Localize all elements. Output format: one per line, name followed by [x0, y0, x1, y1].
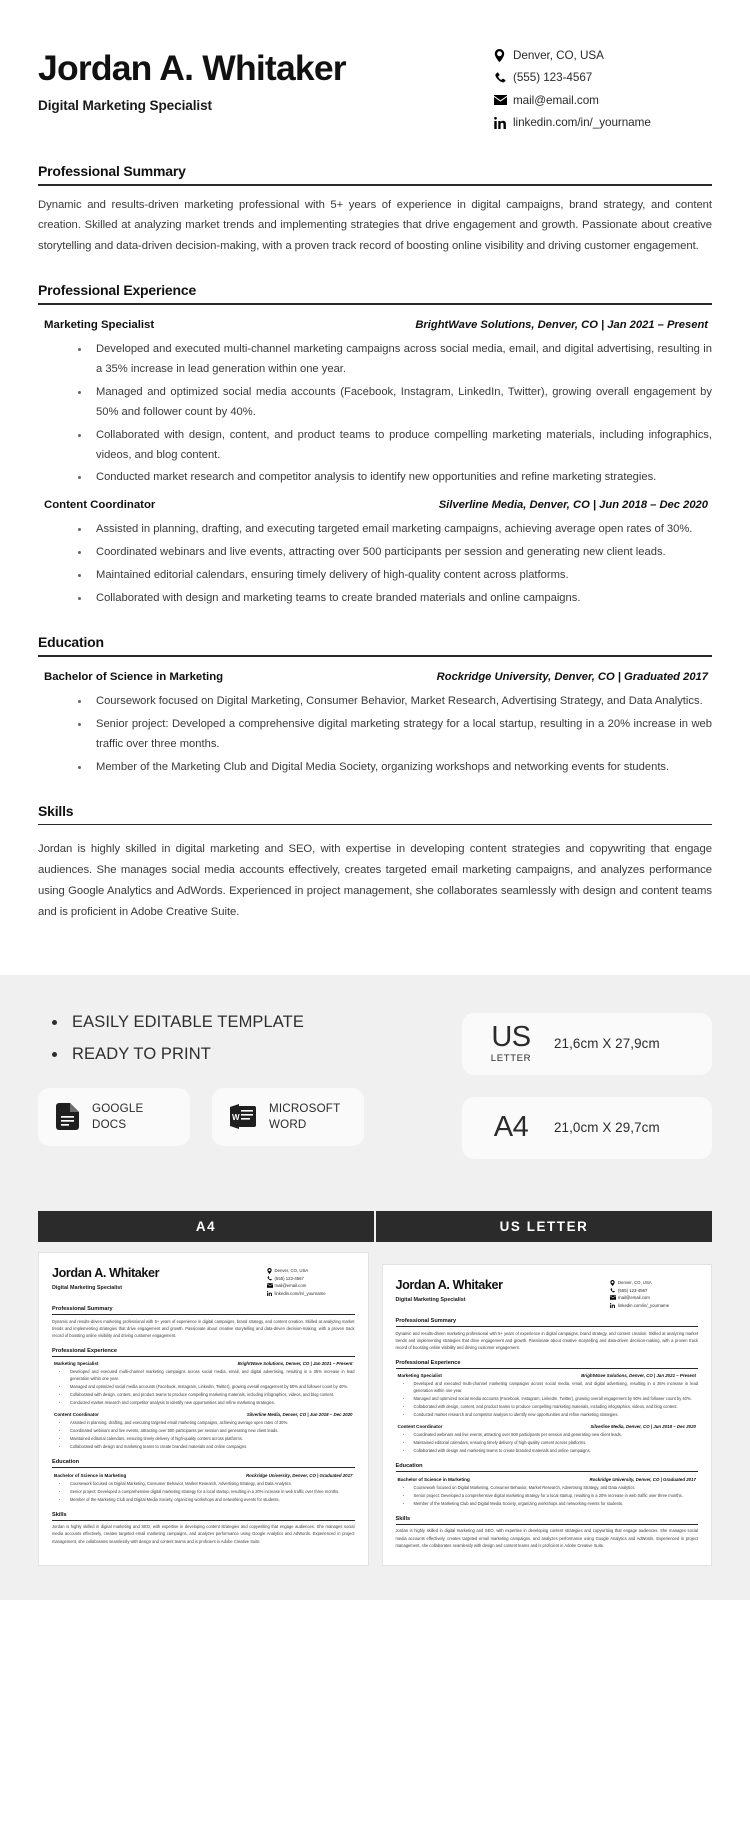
preview-job-title: Content Coordinator [54, 1412, 99, 1418]
size-card-a4[interactable] [462, 1097, 712, 1159]
preview-job-title: Marketing Specialist [54, 1361, 99, 1367]
preview-bullet: • Conducted market research and competitor analysis to identify new opportunities and refine marketing strategies. [412, 1412, 699, 1419]
envelope-icon [267, 1283, 275, 1288]
preview-bullet: • Coordinated webinars and live events, attracting over 500 participants per session and generating new client leads. [68, 1428, 355, 1435]
preview-bullet: • Coordinated webinars and live events, attracting over 500 participants per session and generating new client leads. [412, 1432, 699, 1439]
preview-section-title: Skills [52, 1511, 67, 1518]
preview-job-meta: BrightWave Solutions, Denver, CO | Jan 2021 – Present [237, 1361, 353, 1367]
bullet-dot-icon [52, 1020, 57, 1025]
promo-features [38, 1013, 390, 1146]
size-mark-sub: LETTER [490, 1052, 532, 1064]
preview-bullet: • Member of the Marketing Club and Digital Media Society, organizing workshops and networking events for students. [68, 1497, 355, 1504]
feature-item [38, 1013, 390, 1032]
contact-list [494, 40, 712, 138]
summary-text: Dynamic and results-driven marketing professional with 5+ years of experience in digital campaigns, brand strategy, and content creation. Skilled at analyzing market trends and implementing strategies that drive engagement and growth. Passionate about creative storytelling and data-driven decision-making, with a proven track record of boosting online visibility and driving customer engagement. [38, 198, 712, 253]
preview-job-title: Marketing Specialist [397, 1373, 442, 1379]
contact-item-email [494, 93, 712, 107]
format-card-label [269, 1101, 340, 1132]
preview-bullet: • Member of the Marketing Club and Digital Media Society, organizing workshops and networking events for students. [412, 1501, 699, 1508]
job-bullet: • Developed and executed multi-channel marketing campaigns across social media, email, and digital advertising, resulting in a 35% increase in lead generation within one year. [90, 340, 712, 380]
preview-contact-text: mail@email.com [618, 1295, 650, 1301]
microsoft-word-icon [230, 1104, 256, 1129]
svg-text:W: W [232, 1113, 240, 1123]
preview-section-title: Professional Experience [395, 1359, 461, 1366]
preview-candidate-name: Jordan A. Whitaker [395, 1277, 503, 1292]
section-skills [38, 803, 712, 923]
format-card-microsoft-word[interactable] [212, 1088, 364, 1146]
contact-item-location [494, 48, 712, 62]
preview-contact-text: (555) 123-4567 [274, 1276, 304, 1282]
education-bullet-list [38, 692, 712, 778]
preview-divider [396, 1368, 699, 1369]
preview-bullet: • Collaborated with design, content, and product teams to produce compelling marketing materials, including infographics, videos, and blog content. [68, 1392, 355, 1399]
preview-bullet: • Coursework focused on Digital Marketing, Consumer Behavior, Market Research, Advertising Strategy, and Data Analytics. [68, 1481, 355, 1488]
preview-tab-bar [38, 1211, 712, 1242]
preview-bullet: • Developed and executed multi-channel marketing campaigns across social media, email, and digital advertising, resulting in a 35% increase in lead generation within one year. [68, 1369, 355, 1383]
preview-bullet: • Conducted market research and competitor analysis to identify new opportunities and refine marketing strategies. [68, 1400, 355, 1407]
resume-header [38, 40, 712, 138]
google-docs-icon [56, 1103, 79, 1130]
job-bullet: • Conducted market research and competitor analysis to identify new opportunities and refine marketing strategies. [90, 468, 712, 488]
phone-icon [267, 1276, 275, 1281]
size-dimensions: 21,6cm X 27,9cm [554, 1036, 660, 1052]
promo-sizes [462, 1013, 712, 1181]
phone-icon [494, 71, 513, 85]
preview-contact-text: (555) 123-4567 [618, 1288, 648, 1294]
preview-contact-text: linkedin.com/in/_yourname [618, 1302, 670, 1308]
promo-band [0, 975, 750, 1207]
envelope-icon [494, 93, 513, 107]
education-bullet: • Member of the Marketing Club and Digital Media Society, organizing workshops and networking events for students. [90, 758, 712, 778]
linkedin-icon [494, 116, 513, 130]
preview-bullet: • Senior project: Developed a comprehensive digital marketing strategy for a local startup, resulting in a 20% increase in web traffic over three months. [412, 1493, 699, 1500]
location-pin-icon [610, 1280, 618, 1286]
job-bullet: • Maintained editorial calendars, ensuring timely delivery of high-quality content across platforms. [90, 566, 712, 586]
preview-bullet: • Managed and optimized social media accounts (Facebook, Instagram, LinkedIn, Twitter), growing overall engagement by 50% and follower count by 40%. [412, 1396, 699, 1403]
format-card-list [38, 1088, 390, 1146]
school-dates: Rockridge University, Denver, CO | Graduated 2017 [436, 670, 708, 683]
preview-bullet-list [396, 1381, 699, 1419]
preview-section-title: Professional Summary [395, 1318, 457, 1325]
education-bullet: • Coursework focused on Digital Marketing, Consumer Behavior, Market Research, Advertising Strategy, and Data Analytics. [90, 692, 712, 712]
preview-school-meta: Rockridge University, Denver, CO | Graduated 2017 [246, 1472, 353, 1478]
format-card-label [92, 1101, 143, 1132]
section-education [38, 634, 712, 777]
experience-entry [38, 499, 712, 609]
preview-section-title: Professional Summary [52, 1306, 113, 1313]
preview-candidate-role: Digital Marketing Specialist [52, 1284, 123, 1291]
skills-text: Jordan is highly skilled in digital marketing and SEO, with expertise in developing content strategies and copywriting that engage audiences. She manages social media accounts effectively, creates targeted email marketing campaigns, and analyzes performance using Google Analytics and AdWords. Experienced in project management, she collaborates seamlessly with design and content teams and is proficient in Adobe Creative Suite. [38, 843, 712, 918]
preview-bullet: • Managed and optimized social media accounts (Facebook, Instagram, LinkedIn, Twitter), growing overall engagement by 50% and follower count by 40%. [68, 1384, 355, 1391]
preview-job-meta: Silverline Media, Denver, CO | Jun 2018 – Dec 2020 [246, 1412, 353, 1418]
preview-contact-list [267, 1267, 355, 1299]
preview-section-title: Education [52, 1458, 80, 1465]
preview-bullet: • Coursework focused on Digital Marketing, Consumer Behavior, Market Research, Advertising Strategy, and Data Analytics. [412, 1485, 699, 1492]
contact-item-linkedin [494, 116, 712, 130]
experience-entry [38, 319, 712, 489]
preview-bullet: • Developed and executed multi-channel marketing campaigns across social media, email, and digital advertising, resulting in a 35% increase in lead generation within one year. [412, 1381, 699, 1395]
job-title: Content Coordinator [44, 499, 156, 512]
candidate-role: Digital Marketing Specialist [38, 98, 212, 114]
size-dimensions: 21,0cm X 29,7cm [554, 1120, 660, 1136]
feature-label: READY TO PRINT [72, 1044, 211, 1063]
job-bullet-list [38, 340, 712, 489]
preview-candidate-role: Digital Marketing Specialist [395, 1296, 466, 1303]
feature-item [38, 1045, 390, 1064]
linkedin-icon [267, 1291, 275, 1296]
degree-title: Bachelor of Science in Marketing [44, 670, 224, 683]
linkedin-icon [610, 1303, 618, 1308]
feature-label: EASILY EDITABLE TEMPLATE [72, 1012, 304, 1031]
job-bullet: • Collaborated with design, content, and product teams to produce compelling marketing materials, including infographics, videos, and blog content. [90, 426, 712, 466]
bullet-dot-icon [52, 1052, 57, 1057]
contact-location-text: Denver, CO, USA [513, 48, 604, 62]
size-mark-a4 [480, 1111, 542, 1144]
preview-bullet-list [52, 1481, 355, 1504]
tab-us-letter[interactable]: US LETTER [374, 1211, 712, 1242]
contact-linkedin-text: linkedin.com/in/_yourname [513, 116, 651, 129]
preview-section-title: Skills [395, 1515, 411, 1522]
preview-pages [38, 1252, 712, 1566]
preview-job-meta: BrightWave Solutions, Denver, CO | Jan 2021 – Present [581, 1373, 696, 1379]
preview-contact-text: Denver, CO, USA [618, 1280, 652, 1286]
education-bullet: • Senior project: Developed a comprehensive digital marketing strategy for a local startup, resulting in a 20% increase in web traffic over three months. [90, 715, 712, 755]
preview-bullet-list [52, 1369, 355, 1407]
contact-phone-text: (555) 123-4567 [513, 71, 593, 84]
job-bullet-list [38, 520, 712, 609]
preview-page-a4[interactable] [38, 1252, 369, 1566]
format-label-line2: WORD [269, 1117, 307, 1131]
feature-list [38, 1013, 390, 1064]
preview-school-meta: Rockridge University, Denver, CO | Graduated 2017 [589, 1476, 696, 1482]
preview-bullet: • Maintained editorial calendars, ensuring timely delivery of high-quality content across platforms. [412, 1440, 699, 1447]
contact-item-phone [494, 71, 712, 85]
preview-contact-text: linkedin.com/in/_yourname [274, 1290, 326, 1296]
preview-bullet: • Senior project: Developed a comprehensive digital marketing strategy for a local startup, resulting in a 20% increase in web traffic over three months. [68, 1489, 355, 1496]
preview-skills-text: Jordan is highly skilled in digital marketing and SEO, with expertise in developing content strategies and copywriting that engage audiences. She manages social media accounts effectively, creates targeted email marketing campaigns, and analyzes performance using Google Analytics and AdWords. Experienced in project management, she collaborates seamlessly with design and content teams and is proficient in Adobe Creative Suite. [52, 1524, 355, 1544]
preview-job-meta: Silverline Media, Denver, CO | Jun 2018 – Dec 2020 [590, 1424, 696, 1430]
section-title-education: Education [38, 634, 104, 651]
preview-section [0, 1207, 750, 1600]
preview-contact-text: mail@email.com [274, 1283, 307, 1289]
preview-skills-text: Jordan is highly skilled in digital marketing and SEO, with expertise in developing content strategies and copywriting that engage audiences. She manages social media accounts effectively, creates targeted email marketing campaigns, and analyzes performance using Google Analytics and AdWords. Experienced in project management, she collaborates seamlessly with design and content teams and is proficient in Adobe Creative Suite. [395, 1528, 698, 1548]
section-title-summary: Professional Summary [38, 163, 186, 179]
preview-bullet-list [52, 1420, 355, 1451]
preview-section-title: Professional Experience [52, 1347, 117, 1354]
preview-page-us-letter[interactable] [382, 1264, 713, 1566]
preview-bullet: • Collaborated with design, content, and product teams to produce compelling marketing materials, including infographics, videos, and blog content. [412, 1404, 699, 1411]
location-pin-icon [494, 48, 513, 62]
preview-bullet: • Assisted in planning, drafting, and executing targeted email marketing campaigns, achieving average open rates of 30%. [68, 1420, 355, 1427]
contact-email-text: mail@email.com [513, 93, 599, 107]
preview-section-title: Education [395, 1462, 423, 1469]
section-title-skills: Skills [38, 802, 74, 819]
job-bullet: • Coordinated webinars and live events, attracting over 500 participants per session and generating new client leads. [90, 543, 712, 563]
preview-contact-text: Denver, CO, USA [274, 1268, 309, 1274]
job-bullet: • Assisted in planning, drafting, and executing targeted email marketing campaigns, achieving average open rates of 30%. [90, 520, 712, 540]
preview-bullet: • Collaborated with design and marketing teams to create branded materials and online campaigns. [412, 1448, 699, 1455]
size-mark-main: A4 [493, 1111, 529, 1144]
preview-candidate-name: Jordan A. Whitaker [52, 1265, 160, 1280]
education-entry [38, 671, 712, 778]
preview-summary-text: Dynamic and results-driven marketing professional with 5+ years of experience in digital campaigns, brand strategy, and content creation. Skilled at analyzing market trends and implementing strategies that drive engagement and growth. Passionate about creative storytelling and data-driven decision-making, with a proven track record of boosting online visibility and driving customer engagement. [395, 1331, 698, 1351]
candidate-name: Jordan A. Whitaker [38, 48, 346, 88]
preview-bullet: • Maintained editorial calendars, ensuring timely delivery of high-quality content across platforms. [68, 1436, 355, 1443]
resume-identity [38, 40, 346, 113]
section-professional-experience [38, 282, 712, 609]
section-professional-summary [38, 163, 712, 257]
size-card-us-letter[interactable] [462, 1013, 712, 1075]
preview-divider [396, 1471, 699, 1472]
format-card-google-docs[interactable] [38, 1088, 190, 1146]
envelope-icon [610, 1295, 618, 1300]
size-mark-main: US [491, 1021, 531, 1054]
size-mark-us-letter [480, 1023, 542, 1063]
format-label-line1: MICROSOFT [269, 1102, 341, 1116]
job-company-dates: BrightWave Solutions, Denver, CO | Jan 2021 – Present [415, 318, 708, 331]
phone-icon [610, 1288, 618, 1293]
format-label-line1: GOOGLE [92, 1102, 144, 1116]
preview-summary-text: Dynamic and results-driven marketing professional with 5+ years of experience in digital campaigns, brand strategy, and content creation. Skilled at analyzing market trends and implementing strategies that drive engagement and growth. Passionate about creative storytelling and data-driven decision-making, with a proven track record of boosting online visibility and driving customer engagement. [52, 1319, 355, 1339]
preview-degree-title: Bachelor of Science in Marketing [54, 1472, 127, 1478]
location-pin-icon [267, 1268, 275, 1274]
preview-bullet-list [396, 1432, 699, 1455]
job-bullet: • Collaborated with design and marketing teams to create branded materials and online campaigns. [90, 589, 712, 609]
job-company-dates: Silverline Media, Denver, CO | Jun 2018 – Dec 2020 [438, 499, 708, 512]
preview-divider [52, 1356, 355, 1357]
format-label-line2: DOCS [92, 1117, 127, 1131]
preview-divider [52, 1467, 355, 1468]
preview-degree-title: Bachelor of Science in Marketing [397, 1476, 470, 1482]
job-bullet: • Managed and optimized social media accounts (Facebook, Instagram, LinkedIn, Twitter), growing overall engagement by 50% and follower count by 40%. [90, 383, 712, 423]
preview-bullet: • Collaborated with design and marketing teams to create branded materials and online campaigns. [68, 1444, 355, 1451]
tab-a4[interactable]: A4 [195, 1218, 217, 1234]
section-title-experience: Professional Experience [38, 282, 197, 299]
preview-job-title: Content Coordinator [397, 1424, 443, 1430]
preview-contact-list [610, 1279, 698, 1311]
job-title: Marketing Specialist [44, 318, 155, 331]
preview-bullet-list [396, 1485, 699, 1508]
